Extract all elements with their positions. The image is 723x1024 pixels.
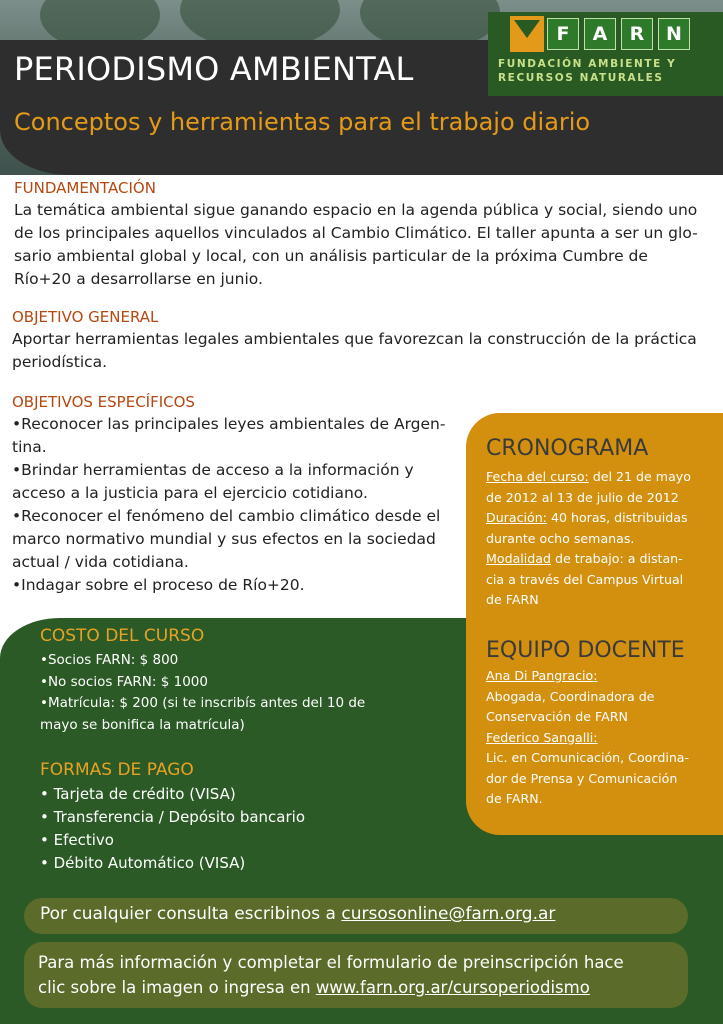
logo-letter: F [547, 18, 579, 50]
logo-letter: R [621, 18, 653, 50]
contact-email-link[interactable]: cursosonline@farn.org.ar [341, 904, 556, 924]
info-url-link[interactable]: www.farn.org.ar/cursoperiodismo [315, 978, 590, 997]
pago-heading: FORMAS DE PAGO [40, 760, 194, 780]
farn-logo-letters [547, 18, 690, 50]
list-item: •Reconocer las principales leyes ambientales de Argen- [12, 415, 446, 433]
list-item: •Matrícula: $ 200 (si te inscribís antes del 10 de [40, 695, 366, 711]
fecha-value: del 21 de mayo [588, 469, 691, 484]
text-line: Río+20 a desarrollarse en junio. [14, 270, 263, 288]
list-item: •Reconocer el fenómeno del cambio climático desde el [12, 507, 441, 525]
modalidad-label: Modalidad [486, 551, 551, 566]
fundamentacion-text [14, 199, 698, 291]
logo-letter: A [584, 18, 616, 50]
pago-list [40, 783, 305, 875]
list-item: • Efectivo [40, 831, 114, 849]
text-line: de 2012 al 13 de julio de 2012 [486, 489, 679, 505]
costo-list [40, 650, 365, 736]
list-item: mayo se bonifica la matrícula) [40, 716, 245, 733]
list-item: • Débito Automático (VISA) [40, 854, 246, 872]
list-item: •Socios FARN: $ 800 [40, 652, 179, 668]
info-text: clic sobre la imagen o ingresa en [38, 978, 316, 997]
objetivos-especificos-list [12, 413, 445, 597]
costo-heading: COSTO DEL CURSO [40, 626, 205, 646]
duracion-label: Duración: [486, 510, 547, 525]
logo-tagline-1: FUNDACIÓN AMBIENTE Y [498, 58, 677, 70]
text-line [38, 975, 688, 1000]
text-line: cia a través del Campus Virtual [486, 571, 684, 587]
page-subtitle: Conceptos y herramientas para el trabajo diario [14, 108, 591, 136]
contact-banner [24, 898, 688, 934]
objetivo-general-heading: OBJETIVO GENERAL [12, 308, 159, 326]
text-line: Abogada, Coordinadora de [486, 688, 655, 704]
text-line: de FARN [486, 592, 539, 607]
contact-text: Por cualquier consulta escribinos a [40, 904, 342, 924]
cronograma-heading: CRONOGRAMA [486, 436, 649, 461]
equipo-text [486, 666, 689, 810]
info-text: Para más información y completar el formulario de preinscripción hace [38, 953, 624, 972]
logo-letter: N [658, 18, 690, 50]
text-line: La temática ambiental sigue ganando espacio en la agenda pública y social, siendo uno [14, 201, 698, 219]
text-line: periodística. [12, 353, 108, 371]
list-item: acceso a la justicia para el ejercicio cotidiano. [12, 484, 368, 502]
text-line: Lic. en Comunicación, Coordina- [486, 750, 690, 765]
text-line [486, 467, 691, 488]
cronograma-text [486, 467, 691, 611]
list-item: tina. [12, 438, 47, 456]
text-line: sario ambiental global y local, con un análisis particular de la próxima Cumbre de [14, 247, 648, 265]
docente-name: Federico Sangalli: [486, 729, 598, 745]
list-item: • Transferencia / Depósito bancario [40, 808, 305, 826]
text-line: de los principales aquellos vinculados al Cambio Climático. El taller apunta a ser un glo- [14, 224, 698, 242]
logo-tagline-2: RECURSOS NATURALES [498, 72, 664, 84]
text-line: de FARN. [486, 791, 543, 806]
farn-leaf-icon [510, 16, 544, 52]
text-line: Aportar herramientas legales ambientales que favorezcan la construcción de la práctica [12, 330, 697, 348]
fundamentacion-heading: FUNDAMENTACIÓN [14, 179, 156, 197]
list-item: • Tarjeta de crédito (VISA) [40, 785, 236, 803]
duracion-value: 40 horas, distribuidas [546, 510, 688, 525]
text-line [486, 549, 691, 570]
text-line [486, 508, 691, 529]
list-item: actual / vida cotidiana. [12, 553, 189, 571]
list-item: •Brindar herramientas de acceso a la información y [12, 461, 414, 479]
docente-name: Ana Di Pangracio: [486, 668, 598, 683]
equipo-heading: EQUIPO DOCENTE [486, 638, 685, 663]
text-line: Conservación de FARN [486, 709, 628, 724]
modalidad-value: de trabajo: a distan- [551, 551, 683, 566]
page-title: PERIODISMO AMBIENTAL [14, 50, 414, 88]
list-item: •Indagar sobre el proceso de Río+20. [12, 576, 305, 594]
text-line: durante ocho semanas. [486, 530, 635, 546]
fecha-label: Fecha del curso: [486, 469, 589, 484]
text-line: dor de Prensa y Comunicación [486, 770, 678, 786]
list-item: marco normativo mundial y sus efectos en la sociedad [12, 530, 436, 548]
info-banner [24, 942, 688, 1008]
objetivo-general-text [12, 328, 697, 374]
list-item: •No socios FARN: $ 1000 [40, 673, 208, 690]
objetivos-especificos-heading: OBJETIVOS ESPECÍFICOS [12, 393, 195, 411]
